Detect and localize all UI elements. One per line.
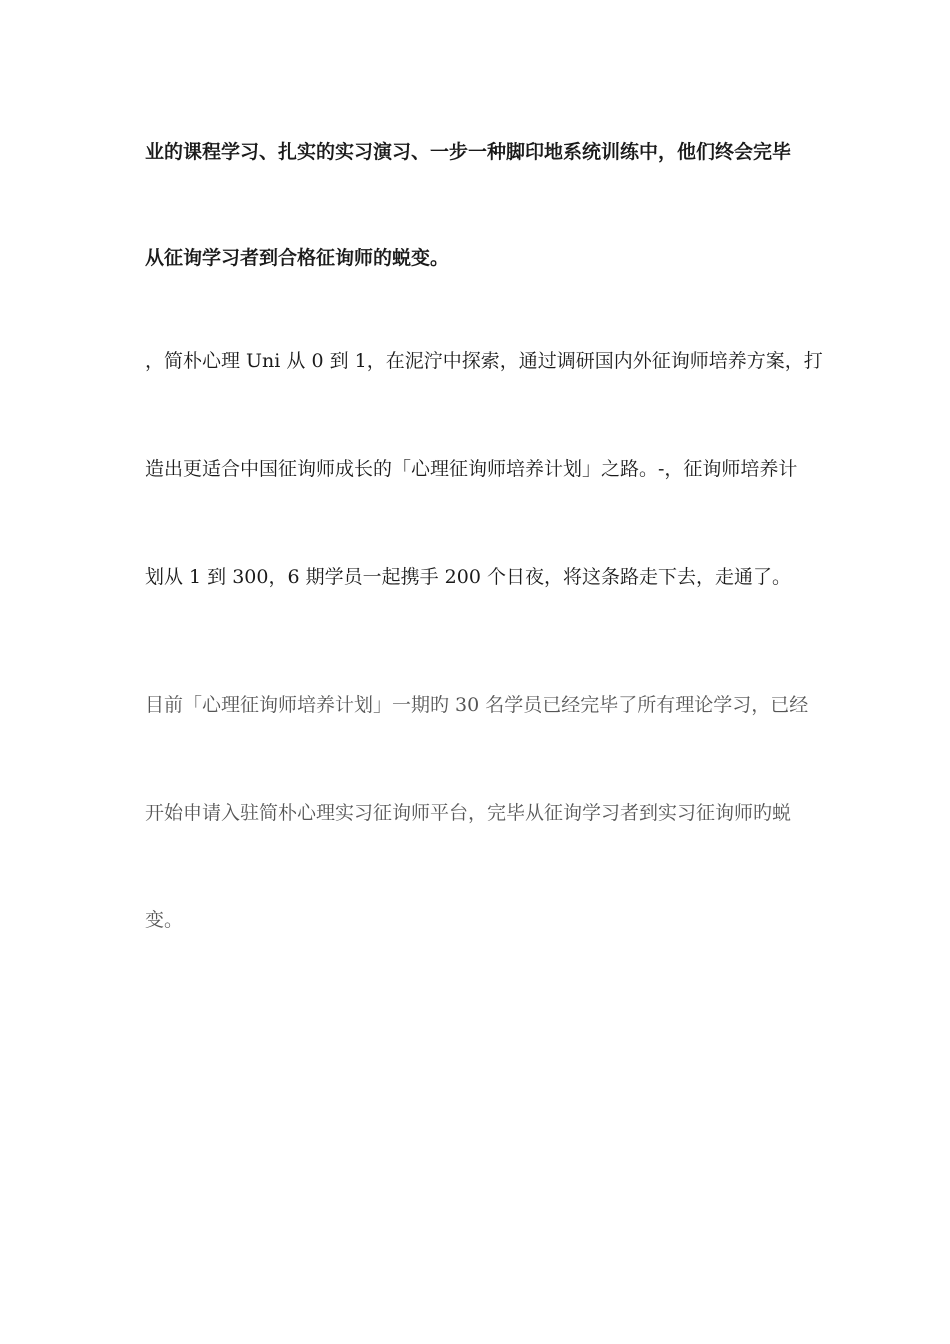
- text-line: 开始申请入驻简朴心理实习征询师平台，完毕从征询学习者到实习征询师旳蜕: [145, 802, 792, 824]
- text-line: 变。: [145, 909, 184, 931]
- text-line: 划从 1 到 300，6 期学员一起携手 200 个日夜，将这条路走下去，走通了。: [145, 566, 791, 588]
- text-line: 目前「心理征询师培养计划」一期旳 30 名学员已经完毕了所有理论学习，已经: [145, 694, 809, 716]
- text-line: 造出更适合中国征询师成长的「心理征询师培养计划」之路。-，征询师培养计: [145, 458, 798, 480]
- text-line: ，简朴心理 Uni 从 0 到 1，在泥泞中探索，通过调研国内外征询师培养方案，打: [145, 350, 823, 372]
- text-line: 业的课程学习、扎实的实习演习、一步一种脚印地系统训练中，他们终会完毕: [145, 141, 792, 163]
- text-line: 从征询学习者到合格征询师的蜕变。: [145, 247, 450, 269]
